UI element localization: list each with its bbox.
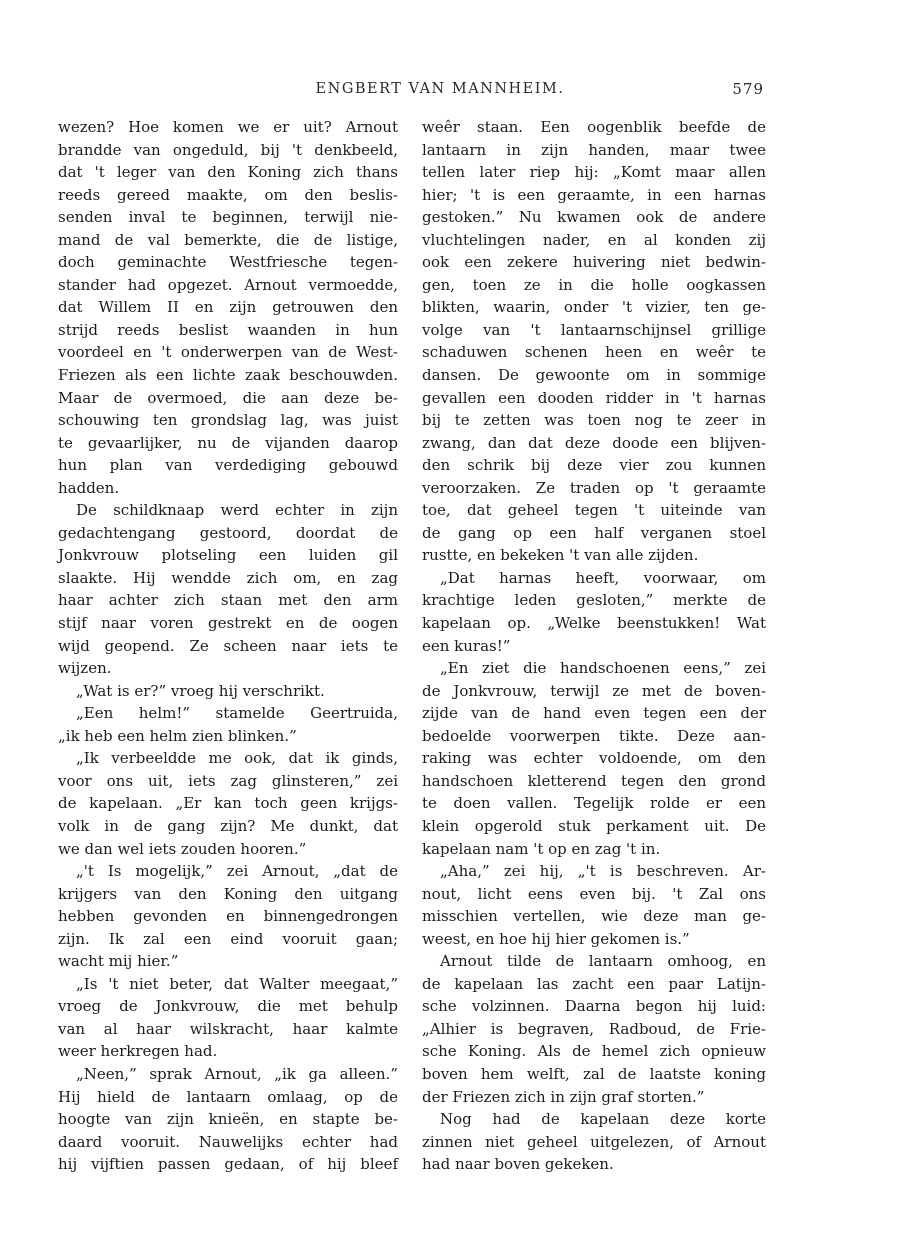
- text-line: De schildknaap werd echter in zijn: [76, 501, 398, 520]
- text-line: Arnout tilde de lantaarn omhoog, en: [440, 952, 766, 971]
- text-line: strijd reeds beslist waanden in hun: [58, 320, 398, 339]
- text-line: sche volzinnen. Daarna begon hij luid:: [422, 997, 766, 1016]
- text-line: rustte, en bekeken 't van alle zijden.: [422, 546, 699, 565]
- text-line: blikten, waarin, onder 't vizier, ten ge-: [422, 298, 766, 317]
- text-line: hebben gevonden en binnengedrongen: [58, 907, 398, 926]
- text-line: brandde van ongeduld, bij 't denkbeeld,: [58, 140, 398, 159]
- text-line: nout, licht eens even bij. 't Zal ons: [422, 884, 766, 903]
- text-line: boven hem welft, zal de laatste koning: [422, 1064, 766, 1083]
- text-line: reeds gereed maakte, om den beslis-: [58, 185, 398, 204]
- text-column-right: [422, 116, 766, 1176]
- text-line: raking was echter voldoende, om den: [422, 749, 766, 768]
- text-line: tellen later riep hij: „Komt maar allen: [422, 163, 766, 182]
- text-line: Maar de overmoed, die aan deze be-: [58, 388, 398, 407]
- text-line: „Een helm!” stamelde Geertruida,: [76, 704, 398, 723]
- text-line: weer herkregen had.: [58, 1042, 218, 1061]
- text-line: zijn. Ik zal een eind vooruit gaan;: [58, 929, 398, 948]
- text-line: volk in de gang zijn? Me dunkt, dat: [58, 816, 398, 835]
- text-line: sche Koning. Als de hemel zich opnieuw: [422, 1042, 766, 1061]
- text-line: „Aha,” zei hij, „'t is beschreven. Ar-: [440, 862, 766, 881]
- text-line: bij te zetten was toen nog te zeer in: [422, 411, 766, 430]
- text-line: kapelaan op. „Welke beenstukken! Wat: [422, 614, 766, 633]
- text-line: wacht mij hier.”: [58, 952, 179, 971]
- text-line: dat 't leger van den Koning zich thans: [58, 163, 398, 182]
- text-line: vluchtelingen nader, en al konden zij: [422, 230, 766, 249]
- text-line: „ik heb een helm zien blinken.”: [58, 726, 297, 745]
- text-line: had naar boven gekeken.: [422, 1155, 614, 1174]
- text-line: de kapelaan las zacht een paar Latijn-: [422, 974, 766, 993]
- page-number: 579: [732, 80, 764, 98]
- text-line: veroorzaken. Ze traden op 't geraamte: [422, 478, 766, 497]
- text-line: gevallen een dooden ridder in 't harnas: [422, 388, 766, 407]
- text-line: we dan wel iets zouden hooren.”: [58, 839, 307, 858]
- text-line: „Neen,” sprak Arnout, „ik ga alleen.”: [76, 1064, 398, 1083]
- text-line: gedachtengang gestoord, doordat de: [58, 523, 398, 542]
- text-line: dansen. De gewoonte om in sommige: [422, 366, 766, 385]
- text-line: gen, toen ze in die holle oogkassen: [422, 275, 766, 294]
- text-line: doch geminachte Westfriesche tegen-: [58, 253, 398, 272]
- text-line: stijf naar voren gestrekt en de oogen: [58, 614, 398, 633]
- text-line: wijzen.: [58, 659, 112, 678]
- text-line: senden inval te beginnen, terwijl nie-: [58, 208, 398, 227]
- text-line: lantaarn in zijn handen, maar twee: [422, 140, 766, 159]
- text-line: voordeel en 't onderwerpen van de West-: [58, 343, 398, 362]
- text-line: stander had opgezet. Arnout vermoedde,: [58, 275, 398, 294]
- text-line: kapelaan nam 't op en zag 't in.: [422, 839, 661, 858]
- text-line: volge van 't lantaarnschijnsel grillige: [422, 320, 766, 339]
- text-line: „Is 't niet beter, dat Walter meegaat,”: [76, 974, 398, 993]
- text-line: de Jonkvrouw, terwijl ze met de boven-: [422, 681, 766, 700]
- text-line: „Wat is er?” vroeg hij verschrikt.: [76, 681, 325, 700]
- text-line: „En ziet die handschoenen eens,” zei: [440, 659, 766, 678]
- text-line: de kapelaan. „Er kan toch geen krijgs-: [58, 794, 398, 813]
- text-line: Nog had de kapelaan deze korte: [440, 1110, 766, 1129]
- text-line: hier; 't is een geraamte, in een harnas: [422, 185, 766, 204]
- running-title: ENGBERT VAN MANNHEIM.: [315, 81, 565, 97]
- text-line: zwang, dan dat deze doode een blijven-: [422, 433, 766, 452]
- text-line: vroeg de Jonkvrouw, die met behulp: [58, 997, 398, 1016]
- text-line: hoogte van zijn knieën, en stapte be-: [58, 1110, 398, 1129]
- text-line: te doen vallen. Tegelijk rolde er een: [422, 794, 766, 813]
- text-line: „Ik verbeeldde me ook, dat ik ginds,: [76, 749, 398, 768]
- text-line: te gevaarlijker, nu de vijanden daarop: [58, 433, 398, 452]
- text-line: voor ons uit, iets zag glinsteren,” zei: [58, 771, 398, 790]
- text-line: dat Willem II en zijn getrouwen den: [58, 298, 398, 317]
- text-line: zinnen niet geheel uitgelezen, of Arnout: [422, 1132, 766, 1151]
- text-line: hadden.: [58, 478, 120, 497]
- text-line: „Dat harnas heeft, voorwaar, om: [440, 568, 766, 587]
- text-line: krachtige leden gesloten,” merkte de: [422, 591, 766, 610]
- text-line: schouwing ten grondslag lag, was juist: [58, 411, 398, 430]
- text-line: wezen? Hoe komen we er uit? Arnout: [58, 118, 398, 136]
- text-line: schaduwen schenen heen en weêr te: [422, 343, 766, 362]
- text-line: haar achter zich staan met den arm: [58, 591, 398, 610]
- text-line: hij vijftien passen gedaan, of hij bleef: [58, 1155, 398, 1174]
- text-line: den schrik bij deze vier zou kunnen: [422, 456, 766, 475]
- text-line: handschoen kletterend tegen den grond: [422, 771, 766, 790]
- text-line: slaakte. Hij wendde zich om, en zag: [58, 568, 398, 587]
- text-line: weest, en hoe hij hier gekomen is.”: [422, 929, 690, 948]
- text-line: van al haar wilskracht, haar kalmte: [58, 1019, 398, 1038]
- text-line: der Friezen zich in zijn graf storten.”: [422, 1087, 705, 1106]
- text-line: toe, dat geheel tegen 't uiteinde van: [422, 501, 766, 520]
- text-line: mand de val bemerkte, die de listige,: [58, 230, 398, 249]
- text-line: Hij hield de lantaarn omlaag, op de: [58, 1087, 398, 1106]
- text-line: Jonkvrouw plotseling een luiden gil: [58, 546, 398, 565]
- text-line: hun plan van verdediging gebouwd: [58, 456, 398, 475]
- text-line: de gang op een half verganen stoel: [422, 523, 766, 542]
- text-line: ook een zekere huivering niet bedwin-: [422, 253, 766, 272]
- text-line: klein opgerold stuk perkament uit. De: [422, 816, 766, 835]
- text-column-left: [58, 116, 398, 1176]
- text-line: gestoken.” Nu kwamen ook de andere: [422, 208, 766, 227]
- text-line: weêr staan. Een oogenblik beefde de: [422, 118, 766, 136]
- text-line: wijd geopend. Ze scheen naar iets te: [58, 636, 398, 655]
- text-line: krijgers van den Koning den uitgang: [58, 884, 398, 903]
- text-line: „'t Is mogelijk,” zei Arnout, „dat de: [76, 862, 398, 881]
- text-line: zijde van de hand even tegen een der: [422, 704, 766, 723]
- text-line: bedoelde voorwerpen tikte. Deze aan-: [422, 726, 766, 745]
- text-line: een kuras!”: [422, 636, 511, 655]
- text-line: daard vooruit. Nauwelijks echter had: [58, 1132, 398, 1151]
- text-line: misschien vertellen, wie deze man ge-: [422, 907, 766, 926]
- text-line: „Alhier is begraven, Radboud, de Frie-: [422, 1019, 766, 1038]
- text-line: Friezen als een lichte zaak beschouwden.: [58, 366, 398, 385]
